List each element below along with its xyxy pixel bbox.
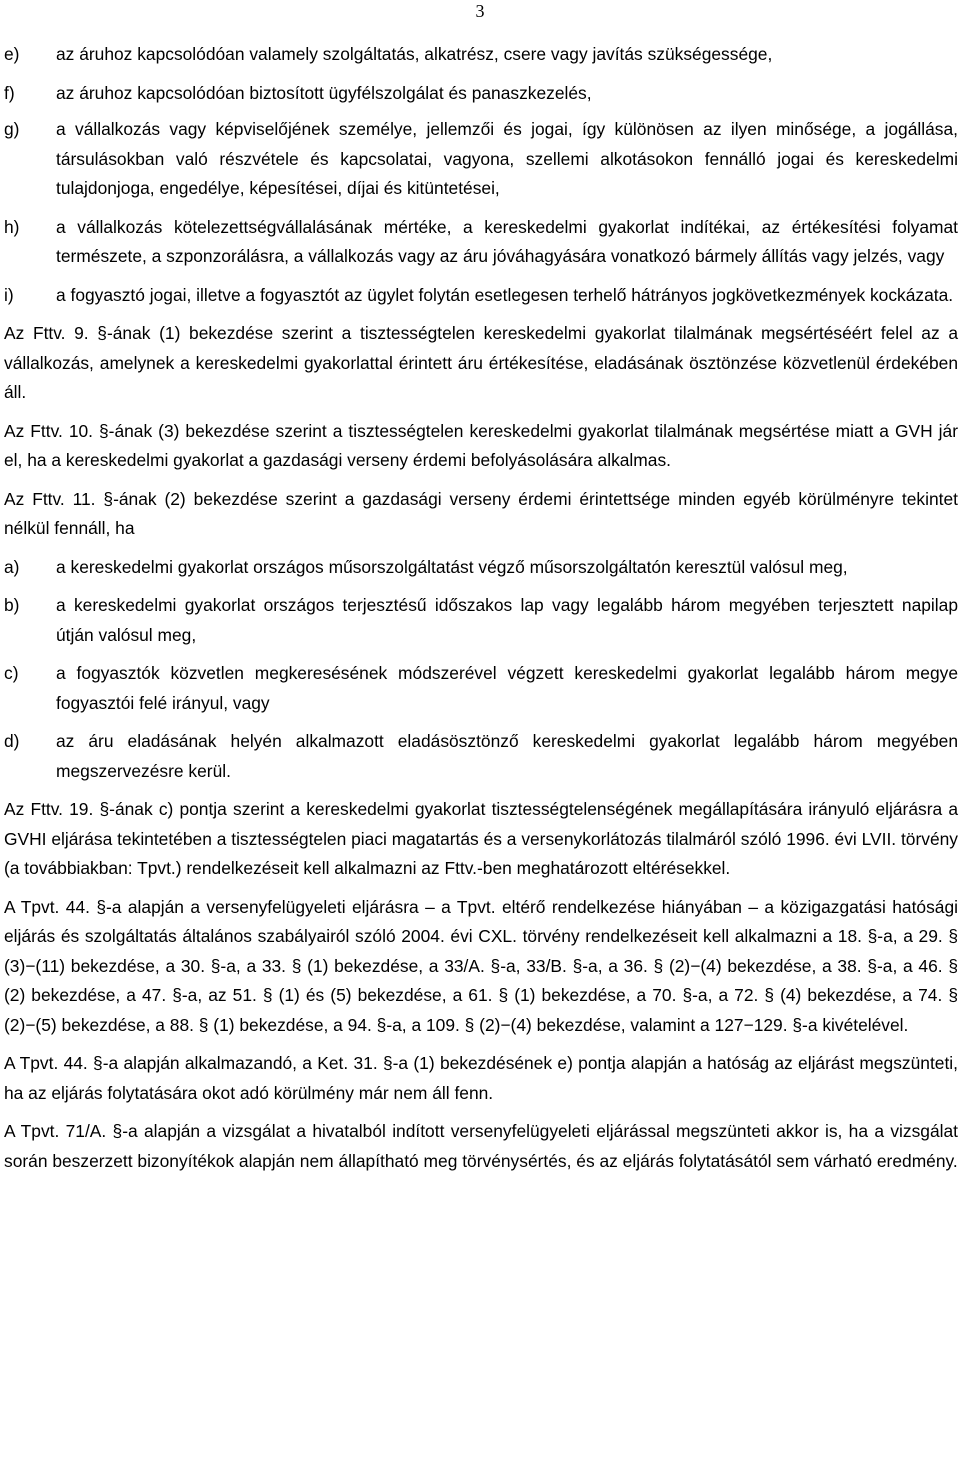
list-item xyxy=(4,591,958,650)
list-e-to-i xyxy=(4,40,958,310)
list-item-text: a vállalkozás kötelezettségvállalásának mértéke, a kereskedelmi gyakorlat indítékai, az értékesítési folyamat természete, a szponzorálásra, a vállalkozás vagy az áru jóváhagyására vonatkozó bármely állítás vagy jelzés, vagy xyxy=(56,216,958,266)
list-item-text: a fogyasztók közvetlen megkeresésének módszerével végzett kereskedelmi gyakorlat legalább három megye fogyasztói felé irányul, vagy xyxy=(56,663,958,713)
paragraph-fttv-11: Az Fttv. 11. §-ának (2) bekezdése szerint a gazdasági verseny érdemi érintettsége minden egyéb körülményre tekintet nélkül fennáll, ha xyxy=(4,488,958,538)
list-item-label: i) xyxy=(4,284,14,305)
paragraph-tpvt-71a: A Tpvt. 71/A. §-a alapján a vizsgálat a hivatalból indított versenyfelügyeleti eljárással megszünteti akkor is, ha a vizsgálat során beszerzett bizonyítékok alapján nem állapítható meg törvénysértés, és az eljárás folytatásától sem várható eredmény. xyxy=(4,1121,958,1171)
list-item-text: a fogyasztó jogai, illetve a fogyasztót az ügylet folytán esetlegesen terhelő hátrányos jogkövetkezmények kockázata. xyxy=(56,284,954,305)
document-body xyxy=(4,40,958,1176)
list-item-label: g) xyxy=(4,119,20,139)
list-item-text: a kereskedelmi gyakorlat országos műsorszolgáltatást végző műsorszolgáltatón keresztül valósul meg, xyxy=(56,556,848,577)
list-item-text: az áruhoz kapcsolódóan valamely szolgáltatás, alkatrész, csere vagy javítás szükségessége, xyxy=(56,44,773,64)
paragraph-tpvt-44: A Tpvt. 44. §-a alapján a versenyfelügyeleti eljárásra – a Tpvt. eltérő rendelkezése hiányában – a közigazgatási hatósági eljárás és szolgáltatás általános szabályairól szóló 2004. évi CXL. törvény rendelkezéseit kell alkalmazni a 18. §-a, a 29. § (3)−(11) bekezdése, a 30. §-a, a 33. § (1) bekezdése, a 33/A. §-a, 33/B. §-a, a 36. § (2)−(4) bekezdése, a 38. §-a, a 46. § (2) bekezdése, a 47. §-a, az 51. § (1) és (5) bekezdése, a 61. § (1) bekezdése, a 70. §-a, a 72. § (4) bekezdése, a 74. § (2)−(5) bekezdése, a 88. § (1) bekezdése, a 94. §-a, a 109. § (2)−(4) bekezdése, valamint a 127−129. §-a kivételével. xyxy=(4,896,958,1035)
list-item xyxy=(4,213,958,272)
paragraph-tpvt-44-ket: A Tpvt. 44. §-a alapján alkalmazandó, a Ket. 31. §-a (1) bekezdésének e) pontja alapján a hatóság az eljárást megszünteti, ha az eljárás folytatására okot adó körülmény már nem áll fenn. xyxy=(4,1053,958,1103)
list-item-label: h) xyxy=(4,216,20,237)
list-item xyxy=(4,79,958,109)
list-item-text: a kereskedelmi gyakorlat országos terjesztésű időszakos lap vagy legalább három megyében terjesztett napilap útján valósul meg, xyxy=(56,595,958,645)
paragraph-fttv-10: Az Fttv. 10. §-ának (3) bekezdése szerint a tisztességtelen kereskedelmi gyakorlat tilalmának megsértése miatt a GVH jár el, ha a kereskedelmi gyakorlat a gazdasági verseny érdemi befolyásolására alkalmas. xyxy=(4,420,958,470)
list-a-to-d xyxy=(4,553,958,787)
page-number: 3 xyxy=(475,1,485,21)
list-item xyxy=(4,115,958,204)
list-item-label: d) xyxy=(4,731,20,751)
list-item-text: az áruhoz kapcsolódóan biztosított ügyfélszolgálat és panaszkezelés, xyxy=(56,82,592,103)
list-item-label: c) xyxy=(4,663,19,683)
list-item xyxy=(4,553,958,583)
list-item xyxy=(4,281,958,311)
list-item-label: a) xyxy=(4,556,20,577)
list-item xyxy=(4,40,958,70)
list-item-label: f) xyxy=(4,82,15,103)
list-item xyxy=(4,659,958,718)
list-item-label: b) xyxy=(4,595,20,615)
paragraph-fttv-9: Az Fttv. 9. §-ának (1) bekezdése szerint a tisztességtelen kereskedelmi gyakorlat tilalmának megsértéséért felel az a vállalkozás, amelynek a kereskedelmi gyakorlattal érintett áru értékesítése, eladásának ösztönzése közvetlenül érdekében áll. xyxy=(4,323,958,402)
list-item-label: e) xyxy=(4,44,20,64)
list-item xyxy=(4,727,958,786)
list-item-text: az áru eladásának helyén alkalmazott eladásösztönző kereskedelmi gyakorlat legalább három megyében megszervezésre kerül. xyxy=(56,731,958,781)
paragraph-fttv-19: Az Fttv. 19. §-ának c) pontja szerint a kereskedelmi gyakorlat tisztességtelenségének megállapítására irányuló eljárásra a GVHI eljárása tekintetében a tisztességtelen piaci magatartás és a versenykorlátozás tilalmáról szóló 1996. évi LVII. törvény (a továbbiakban: Tpvt.) rendelkezéseit kell alkalmazni az Fttv.-ben meghatározott eltérésekkel. xyxy=(4,799,958,878)
list-item-text: a vállalkozás vagy képviselőjének személye, jellemzői és jogai, így különösen az ilyen minősége, a jogállása, társulásokban való részvétele és kapcsolatai, vagyona, szellemi alkotásokon fennálló jogai és kereskedelmi tulajdonjoga, engedélye, képesítései, díjai és kitüntetései, xyxy=(56,119,958,198)
